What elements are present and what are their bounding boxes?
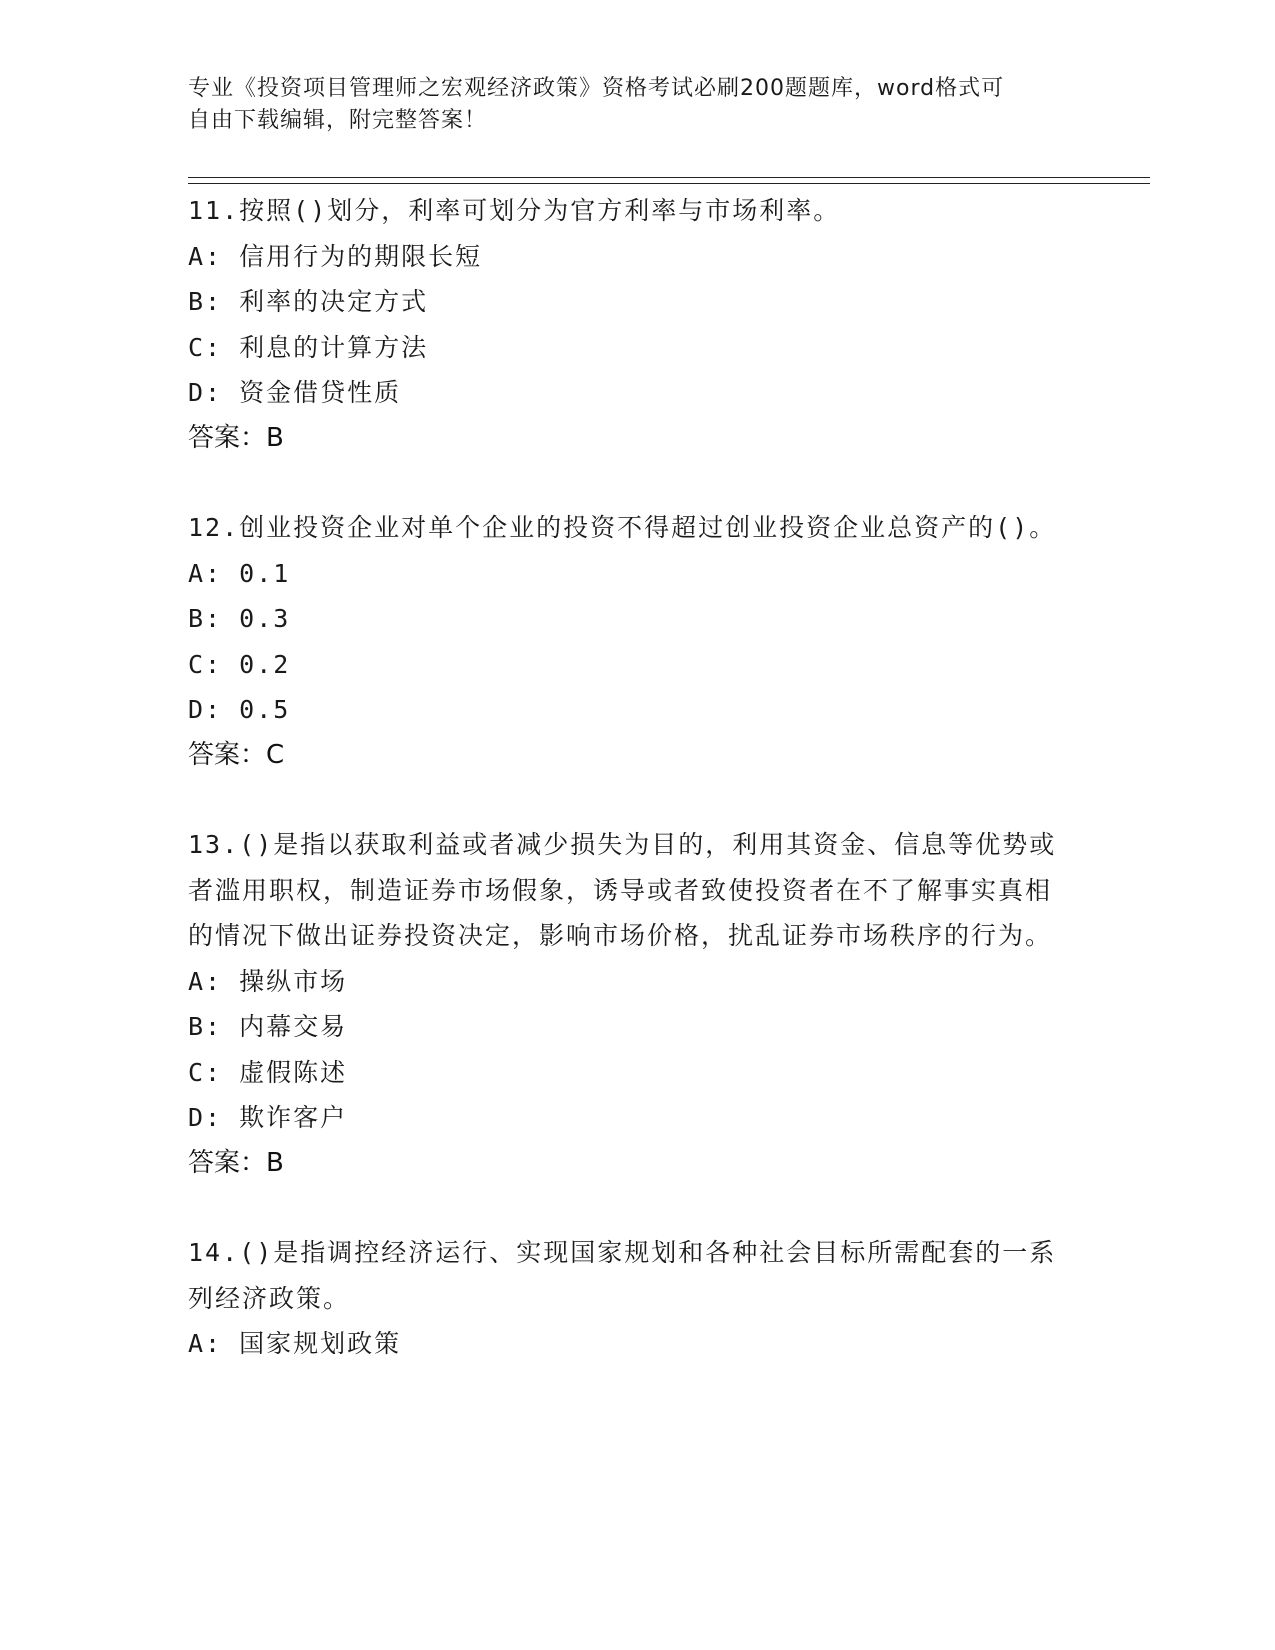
header-line-2: 自由下载编辑，附完整答案！	[188, 108, 488, 133]
header-line-1: 专业《投资项目管理师之宏观经济政策》资格考试必刷200题题库，word格式可	[188, 76, 1005, 101]
option-b: B: 0.3	[188, 604, 291, 633]
option-a: A: 国家规划政策	[188, 1329, 402, 1358]
option-c: C: 利息的计算方法	[188, 332, 429, 362]
question-text: 11.按照()划分，利率可划分为官方利率与市场利率。	[188, 196, 841, 225]
option-a: A: 信用行为的期限长短	[188, 241, 483, 271]
question-11	[188, 188, 1088, 461]
option-c: C: 虚假陈述	[188, 1057, 348, 1087]
answer: 答案：B	[188, 1147, 284, 1178]
option-d: D: 资金借贷性质	[188, 378, 402, 407]
question-13	[188, 822, 1088, 1186]
option-a: A: 操纵市场	[188, 966, 348, 996]
option-a: A: 0.1	[188, 558, 291, 588]
option-b: B: 利率的决定方式	[188, 287, 429, 316]
option-d: D: 欺诈客户	[188, 1103, 348, 1132]
option-b: B: 内幕交易	[188, 1012, 348, 1041]
option-d: D: 0.5	[188, 695, 291, 724]
question-14	[188, 1230, 1088, 1367]
question-text: 13.()是指以获取利益或者减少损失为目的，利用其资金、信息等优势或者滥用职权，制造证券市场假象，诱导或者致使投资者在不了解事实真相的情况下做出证券投资决定，影响市场价格，扰乱证券市场秩序的行为。	[188, 830, 1057, 950]
header-divider-top	[188, 177, 1150, 178]
answer: 答案：C	[188, 739, 285, 770]
header-divider-bottom	[188, 183, 1150, 184]
question-12	[188, 505, 1088, 778]
answer: 答案：B	[188, 422, 284, 453]
question-text: 12.创业投资企业对单个企业的投资不得超过创业投资企业总资产的()。	[188, 513, 1057, 542]
question-text: 14.()是指调控经济运行、实现国家规划和各种社会目标所需配套的一系列经济政策。	[188, 1238, 1057, 1313]
question-list	[188, 188, 1088, 1411]
option-c: C: 0.2	[188, 649, 291, 679]
document-header	[188, 73, 1068, 137]
